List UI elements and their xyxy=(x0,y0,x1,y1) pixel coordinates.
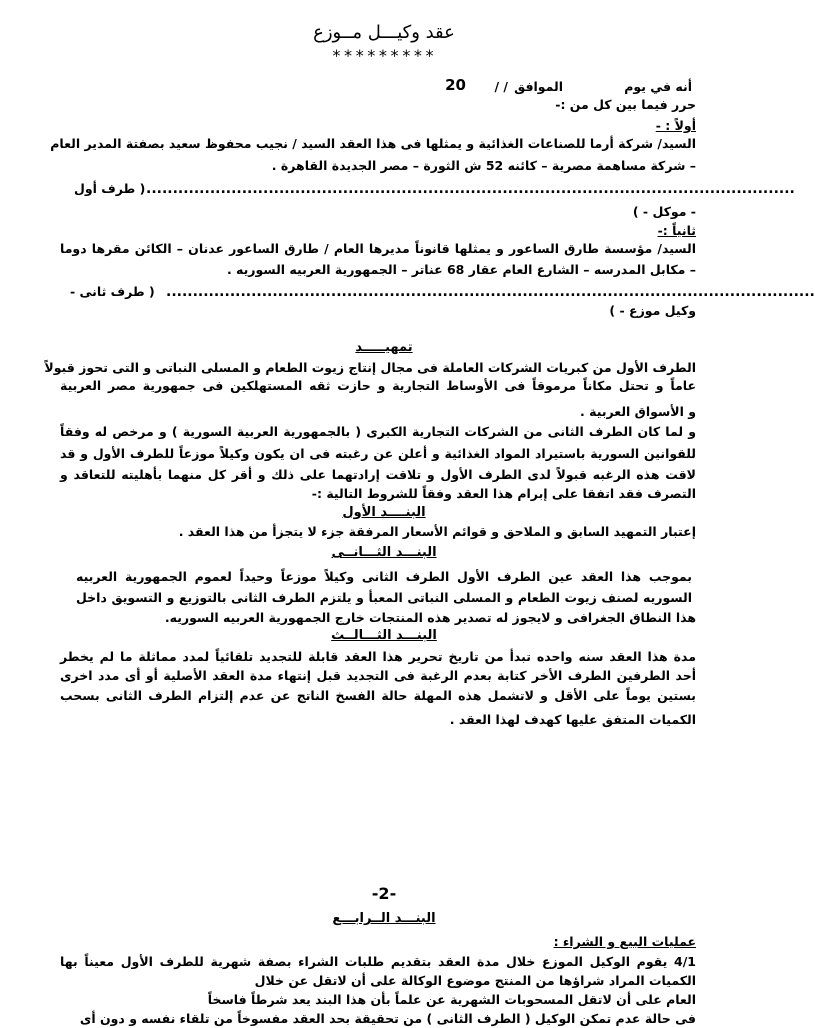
intro-line: حرر فيما بين كل من :- xyxy=(555,97,696,112)
first-party-dots: .......................................................................................................................... xyxy=(146,181,795,197)
clause-2-heading: البنـــد الثـــانــى xyxy=(331,545,437,560)
clause-3-line: مدة هذا العقد سنه واحده تبدأ من تاريخ تحرير هذا العقد قابلة للتجديد تلقائياً لمدد مماثلة ما لم يخطر xyxy=(60,649,696,664)
second-party-line-2: – مكابل المدرسه – الشارع العام عقار 68 عناتر – الجمهورية العربيه السوريه . xyxy=(226,262,696,277)
title-ornament: ********* xyxy=(331,46,437,65)
first-party-line-1: السيد/ شركة أرما للصناعات الغذائية و يمثلها فى هذا العقد السيد / نجيب محفوظ سعيد بصفتة المدير العام xyxy=(50,136,696,151)
clause-4-subheading: عمليات البيع و الشراء : xyxy=(553,934,696,949)
preamble-heading: تمهيـــــد xyxy=(355,340,413,355)
clause-3-heading: البنـــد الثـــالــث xyxy=(331,628,437,643)
preamble-line: لاقت هذه الرغبه قبولاً لدى الطرف الأول و تلاقت إرادتهما على ذلك و أقر كل منهما بأهليته للتعاقد و xyxy=(60,467,696,482)
second-party-dots: .......................................................................................................................... xyxy=(166,284,815,300)
first-party-role: - موكل - ) xyxy=(632,204,696,219)
clause-3-line: أحد الطرفين الطرف الأخر كتابة بعدم الرغبة فى التجديد قبل إنتهاء مدة العقد الأصلية أو أى مدد اخرى xyxy=(60,668,696,683)
second-party-role: وكيل موزع - ) xyxy=(609,303,696,318)
clause-4-line: الكميات المراد شراؤها من المنتج موضوع الوكالة على أن لاتقل عن خلال xyxy=(254,973,696,988)
preamble-line: و لما كان الطرف الثانى من الشركات التجارية الكبرى ( بالجمهورية العربية السورية ) و مرخص له وفقاً xyxy=(60,424,696,439)
date-prefix: أنه في يوم xyxy=(624,79,692,94)
preamble-line: الطرف الأول من كبريات الشركات العاملة فى مجال إنتاج زيوت الطعام و المسلى النباتى و التى تحوز قبولاً xyxy=(44,360,696,375)
second-party-line-1: السيد/ مؤسسة طارق الساعور و يمثلها قانوناً مديرها العام / طارق الساعور عدنان – الكائن مقرها دوما xyxy=(60,241,696,256)
page-number: -2- xyxy=(371,884,397,903)
preamble-line: التصرف فقد اتفقا على إبرام هذا العقد وفقاً للشروط التالية :- xyxy=(311,486,696,501)
clause-4-line: العام على أن لاتقل المسحوبات الشهرية عن علماً بأن هذا البند يعد شرطاً فاسخاً xyxy=(207,992,696,1007)
clause-2-line: بموجب هذا العقد عين الطرف الأول الطرف الثانى وكيلاً موزعاً وحيداً لعموم الجمهورية العربيه xyxy=(76,569,692,584)
second-party-tag: ( طرف ثانى - xyxy=(70,284,155,299)
clause-1-text: إعتبار التمهيد السابق و الملاحق و قوائم الأسعار المرفقة جزء لا يتجزأ من هذا العقد . xyxy=(178,524,696,539)
clause-3-line: بستين يوماً على الأقل و لاتشمل هذه المهلة حالة الفسخ الناتج عن عدم إلتزام الطرف الثانى بسحب xyxy=(60,688,696,703)
preamble-line: عاماً و تحتل مكاناً مرموقاً فى الأوساط التجارية و حازت ثقه المستهلكين فى جمهورية مصر العربية xyxy=(60,378,696,393)
clause-4-line: فى حالة عدم تمكن الوكيل ( الطرف الثانى ) من تحقيقة بحد العقد مفسوخاً من تلقاء نفسه و دون أى xyxy=(79,1011,696,1026)
first-party-label: أولاً : - xyxy=(655,118,696,133)
first-party-line-2: – شركة مساهمة مصرية – كائنه 52 ش الثورة – مصر الجديدة القاهرة . xyxy=(271,158,696,173)
date-muwafiq: الموافق xyxy=(514,79,563,94)
date-slashes: / / xyxy=(494,79,508,94)
date-year: 20 xyxy=(445,76,466,94)
clause-4-heading: البنـــد الــرابـــع xyxy=(332,911,436,926)
clause-1-heading: البنــــد الأول xyxy=(342,505,426,520)
clause-4-line: 4/1 يقوم الوكيل الموزع خلال مدة العقد بتقديم طلبات الشراء بصفة شهرية للطرف الأول معيناً بها xyxy=(60,954,696,969)
preamble-line: للقوانين السورية باستيراد المواد الغذائية و أعلن عن رغبته فى ان يكون وكيلاً موزعاً للطرف الأول و قد xyxy=(60,446,696,461)
preamble-line: و الأسواق العربية . xyxy=(580,404,696,419)
document-title: عقد وكيـــل مــوزع xyxy=(313,22,455,43)
clause-3-line: الكميات المتفق عليها كهدف لهذا العقد . xyxy=(449,712,696,727)
first-party-tag: ( طرف أول xyxy=(74,181,146,196)
clause-2-line: هذا النطاق الجغرافى و لايجوز له تصدير هذه المنتجات خارج الجمهورية العربيه السوريه. xyxy=(164,610,696,625)
clause-2-line: السوريه لصنف زيوت الطعام و المسلى النباتى المعبأ و يلتزم الطرف الثانى بالتوزيع و التسويق داخل xyxy=(76,590,692,605)
second-party-label: ثانياً :- xyxy=(657,223,696,238)
